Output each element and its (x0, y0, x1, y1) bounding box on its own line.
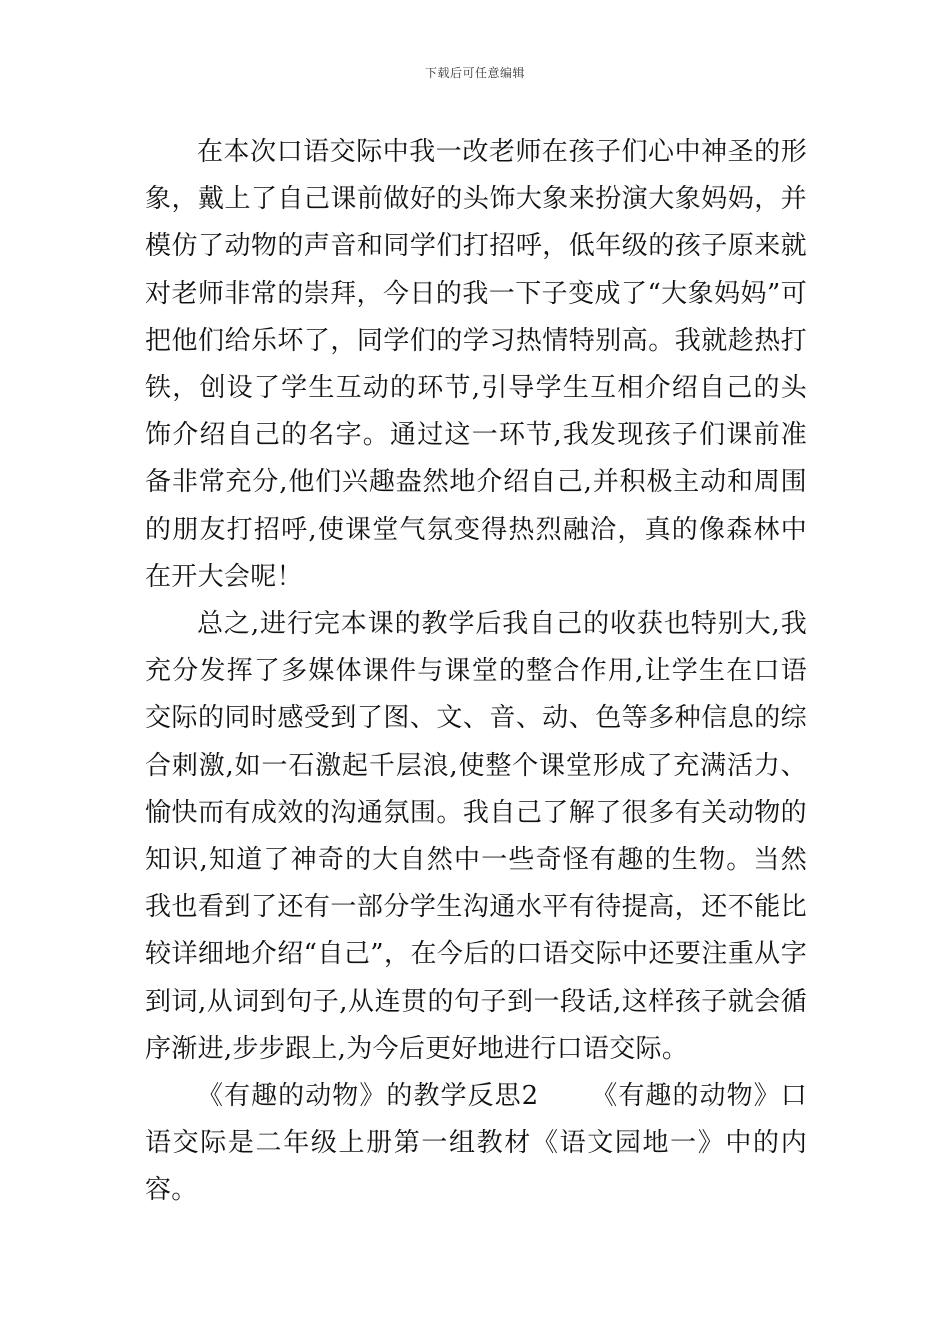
section-intro-text: 《有趣的动物》口语交际是二年级上册第一组教材《语文园地一》中的内容。 (145, 1081, 807, 1206)
paragraph-2: 总之,进行完本课的教学后我自己的收获也特别大,我充分发挥了多媒体课件与课堂的整合作用,让学生在口语交际的同时感受到了图、文、音、动、色等多种信息的综合刺激,如一石激起千层浪,使整个课堂形成了充满活力、愉快而有成效的沟通氛围。我自己了解了很多有关动物的知识,知道了神奇的大自然中一些奇怪有趣的生物。当然我也看到了还有一部分学生沟通水平有待提高，还不能比较详细地介绍“自己”，在今后的口语交际中还要注重从字到词,从词到句子,从连贯的句子到一段话,这样孩子就会循序渐进,步步跟上,为今后更好地进行口语交际。 (145, 609, 807, 1064)
paragraph-1: 在本次口语交际中我一改老师在孩子们心中神圣的形象，戴上了自己课前做好的头饰大象来扮演大象妈妈，并模仿了动物的声音和同学们打招呼，低年级的孩子原来就对老师非常的崇拜，今日的我一下子变成了“大象妈妈”可把他们给乐坏了，同学们的学习热情特别高。我就趁热打铁，创设了学生互动的环节,引导学生互相介绍自己的头饰介绍自己的名字。通过这一环节,我发现孩子们课前准备非常充分,他们兴趣盎然地介绍自己,并积极主动和周围的朋友打招呼,使课堂气氛变得热烈融洽，真的像森林中在开大会呢！ (145, 137, 807, 592)
section-title: 《有趣的动物》的教学反思2 (197, 1081, 539, 1112)
paragraph-3 (145, 1073, 807, 1215)
page-header: 下载后可任意编辑 (424, 66, 525, 80)
document-body (145, 129, 807, 1215)
